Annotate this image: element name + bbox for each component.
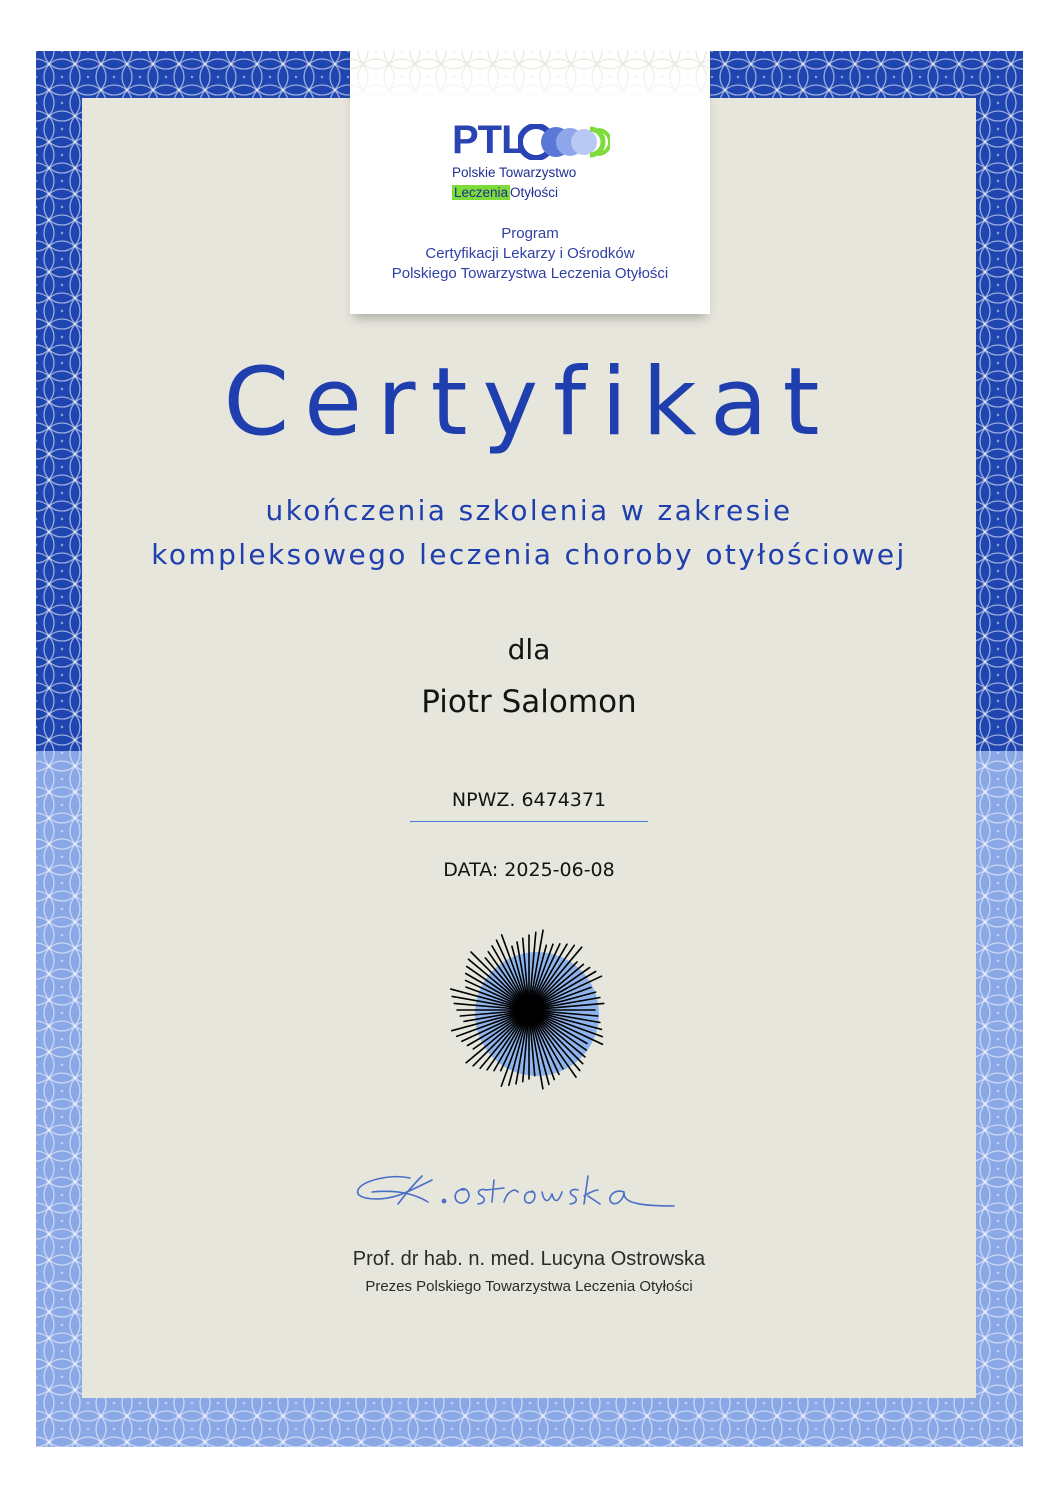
signer-name: Prof. dr hab. n. med. Lucyna Ostrowska xyxy=(352,1248,706,1270)
logo-text-line1: Polskie Towarzystwo xyxy=(452,165,577,180)
recipient-name: Piotr Salomon xyxy=(421,684,637,720)
logo-circles-icon xyxy=(518,124,610,160)
logo-text-rest: Otyłości xyxy=(510,185,559,200)
certificate-date: DATA: 2025-06-08 xyxy=(443,859,615,881)
certificate-subtitle-line-1: ukończenia szkolenia w zakresie xyxy=(265,494,793,527)
handwritten-signature xyxy=(352,1168,682,1218)
logo-abbreviation: PTL xyxy=(452,118,525,162)
npwz-number: NPWZ. 6474371 xyxy=(451,789,607,811)
logo-highlight-word: Leczenia xyxy=(454,185,509,200)
signer-role: Prezes Polskiego Towarzystwa Leczenia Otyłości xyxy=(365,1278,693,1295)
certificate-subtitle-line-2: kompleksowego leczenia choroby otyłościowej xyxy=(151,538,907,571)
certificate-title: Certyfikat xyxy=(223,348,835,457)
sunburst-seal-icon xyxy=(445,926,613,1094)
logo-text-line2 xyxy=(452,184,558,201)
program-line-1: Program xyxy=(501,225,559,242)
program-line-3: Polskiego Towarzystwa Leczenia Otyłości xyxy=(391,265,669,282)
npwz-underline xyxy=(410,821,648,822)
program-line-2: Certyfikacji Lekarzy i Ośrodków xyxy=(425,245,635,262)
for-label: dla xyxy=(507,633,551,666)
